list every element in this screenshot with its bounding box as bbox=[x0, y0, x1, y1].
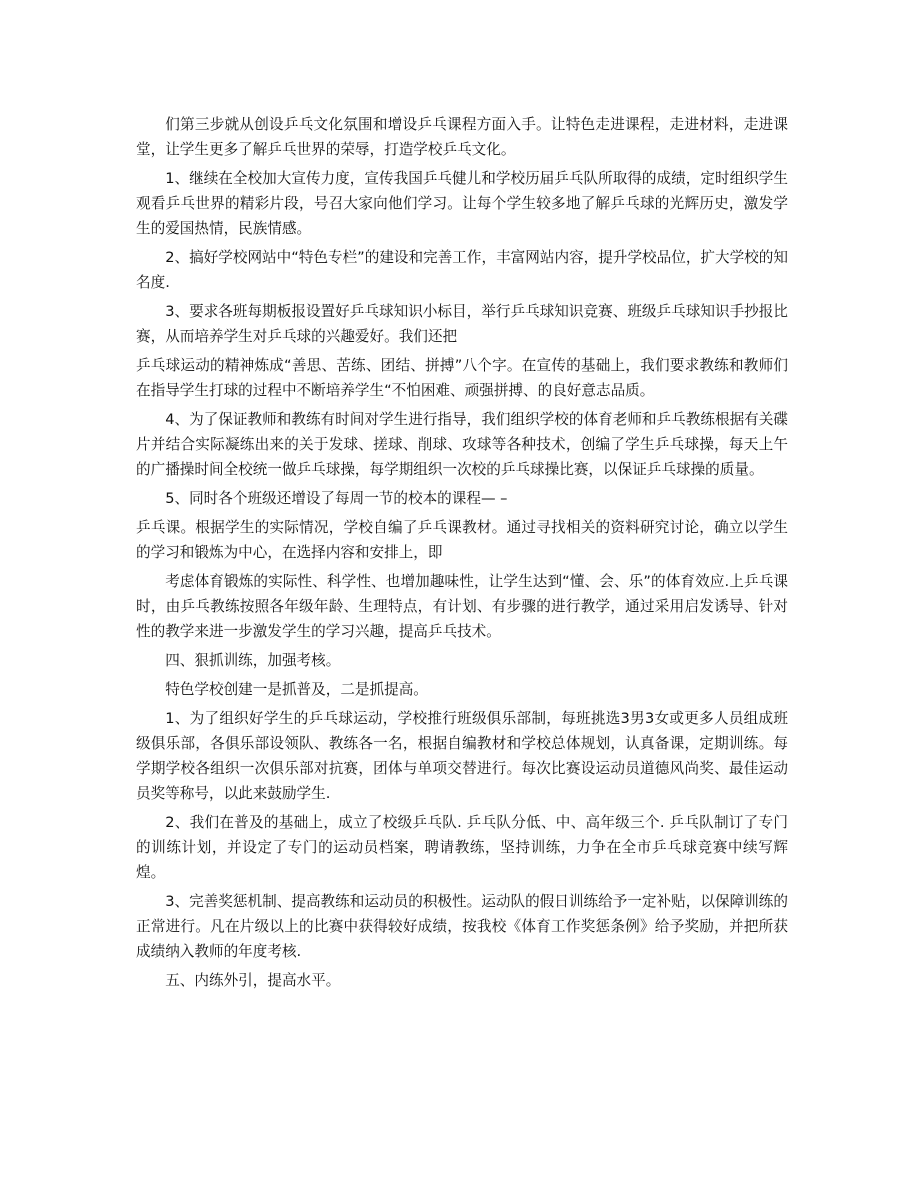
paragraph-course-material: 乒乓课。根据学生的实际情况，学校自编了乒乓课教材。通过寻找相关的资料研究讨论，确立以学生的学习和锻炼为中心，在选择内容和安排上，即 bbox=[136, 519, 788, 561]
paragraph-section-4-intro: 特色学校创建一是抓普及，二是抓提高。 bbox=[165, 681, 428, 698]
section-heading-4: 四、狠抓训练，加强考核。 bbox=[165, 652, 341, 669]
paragraph-training-3: 3、完善奖惩机制、提高教练和运动员的积极性。运动队的假日训练给予一定补贴，以保障训练的正常进行。凡在片级以上的比赛中获得较好成绩，按我校《体育工作奖惩条例》给予奖励，并把所获成绩纳入教师的年度考核. bbox=[136, 893, 788, 960]
paragraph-item-4-exercise: 4、为了保证教师和教练有时间对学生进行指导，我们组织学校的体育老师和乒乓教练根据有关碟片并结合实际凝练出来的关于发球、搓球、削球、攻球等各种技术，创编了学生乒乓球操，每天上午的广播操时间全校统一做乒乓球操，每学期组织一次校的乒乓球操比赛，以保证乒乓球操的质量。 bbox=[136, 411, 788, 478]
paragraph-item-1-publicity: 1、继续在全校加大宣传力度，宣传我国乒乓健儿和学校历届乒乓队所取得的成绩，定时组织学生观看乒乓世界的精彩片段，号召大家向他们学习。让每个学生较多地了解乒乓球的光辉历史，激发学生的爱国热情，民族情感。 bbox=[136, 170, 788, 237]
paragraph-training-2: 2、我们在普及的基础上，成立了校级乒乓队. 乒乓队分低、中、高年级三个. 乒乓队制订了专门的训练计划，并设定了专门的运动员档案，聘请教练，坚持训练，力争在全市乒乓球竞赛中续写辉煌。 bbox=[136, 814, 788, 881]
document-body bbox=[136, 112, 788, 997]
paragraph-item-2-website: 2、搞好学校网站中“特色专栏”的建设和完善工作，丰富网站内容，提升学校品位，扩大学校的知名度. bbox=[136, 249, 788, 291]
paragraph-training-1: 1、为了组织好学生的乒乓球运动，学校推行班级俱乐部制，每班挑选3男3女或更多人员组成班级俱乐部，各俱乐部设领队、教练各一名，根据自编教材和学校总体规划，认真备课，定期训练。每学期学校各组织一次俱乐部对抗赛，团体与单项交替进行。每次比赛设运动员道德风尚奖、最佳运动员奖等称号，以此来鼓励学生. bbox=[136, 710, 788, 802]
paragraph-course-teaching: 考虑体育锻炼的实际性、科学性、也增加趣味性，让学生达到“懂、会、乐”的体育效应.上乒乓课时，由乒乓教练按照各年级年龄、生理特点，有计划、有步骤的进行教学，通过采用启发诱导、针对性的教学来进一步激发学生的学习兴趣，提高乒乓技术。 bbox=[136, 573, 788, 640]
paragraph-item-5-course: 5、同时各个班级还增设了每周一节的校本的课程— – bbox=[165, 490, 508, 507]
paragraph-intro: 们第三步就从创设乒乓文化氛围和增设乒乓课程方面入手。让特色走进课程，走进材料，走进课堂，让学生更多了解乒乓世界的荣辱，打造学校乒乓文化。 bbox=[136, 116, 788, 158]
paragraph-spirit: 乒乓球运动的精神炼成“善思、苦练、团结、拼搏”八个字。在宣传的基础上，我们要求教练和教师们在指导学生打球的过程中不断培养学生“不怕困难、顽强拼搏、的良好意志品质。 bbox=[136, 357, 788, 399]
paragraph-item-3-blackboard: 3、要求各班每期板报设置好乒乓球知识小标目，举行乒乓球知识竞赛、班级乒乓球知识手抄报比赛，从而培养学生对乒乓球的兴趣爱好。我们还把 bbox=[136, 303, 788, 345]
section-heading-5: 五、内练外引，提高水平。 bbox=[165, 972, 341, 989]
